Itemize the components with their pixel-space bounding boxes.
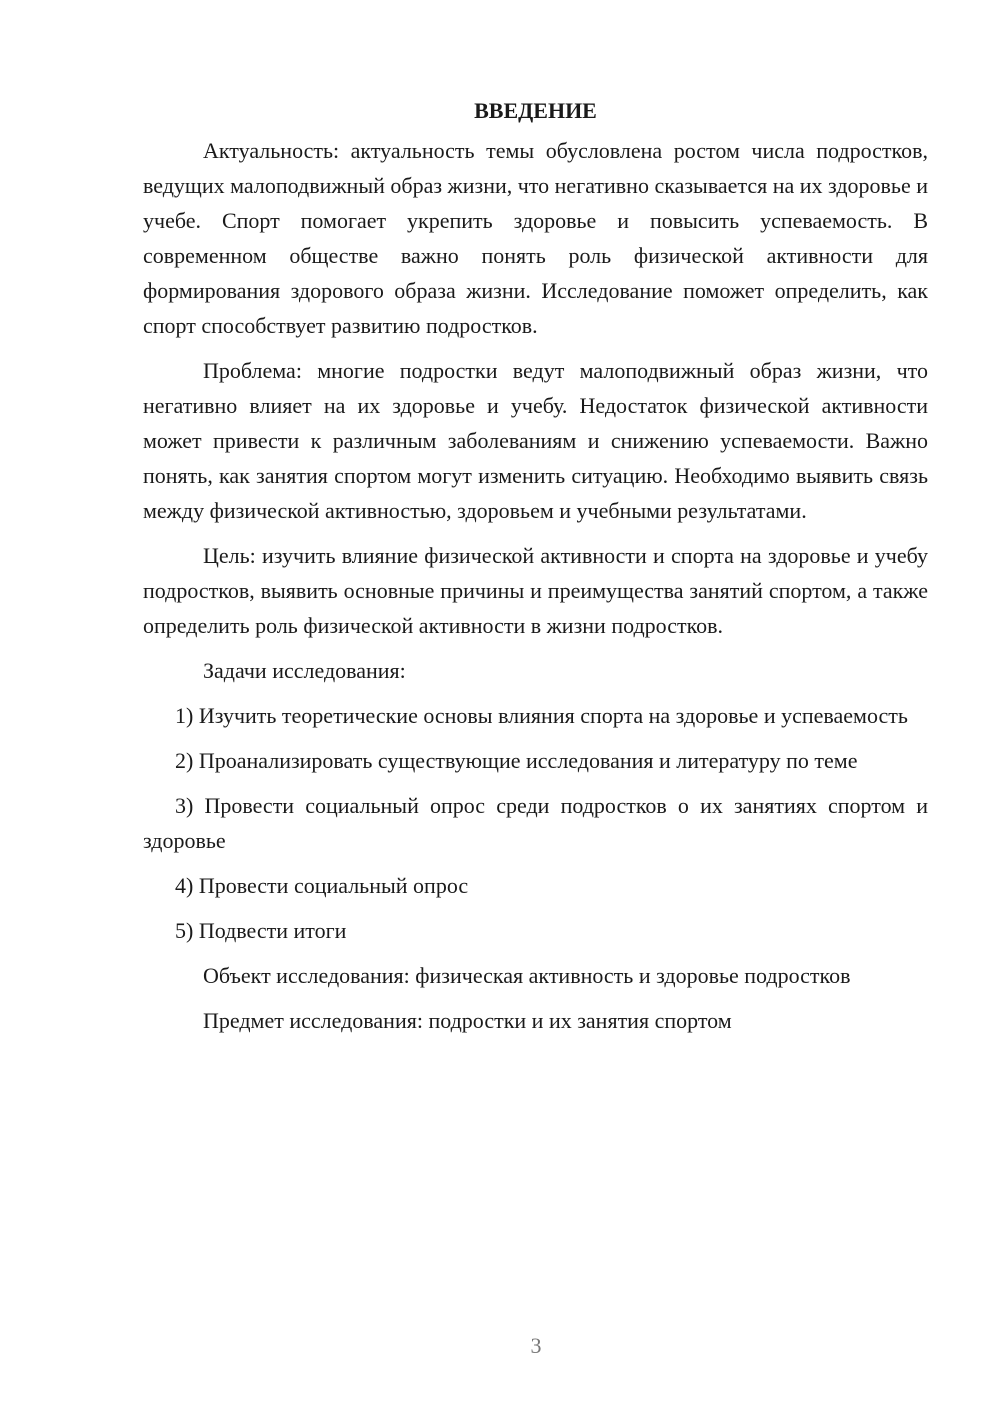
list-item: 5) Подвести итоги bbox=[175, 918, 347, 943]
paragraph-problem: Проблема: многие подростки ведут малоподвижный образ жизни, что негативно влияет на их здоровье и учебу. Недостаток физической активности может привести к различным заболеваниям и снижению успеваемости. Важно понять, как занятия спортом могут изменить ситуацию. Необходимо выявить связь между физической активностью, здоровьем и учебными результатами. bbox=[143, 358, 928, 523]
list-item: 1) Изучить теоретические основы влияния спорта на здоровье и успеваемость bbox=[175, 703, 908, 728]
list-item: 2) Проанализировать существующие исследования и литературу по теме bbox=[175, 748, 858, 773]
list-item: 3) Провести социальный опрос среди подростков о их занятиях спортом и здоровье bbox=[143, 793, 928, 853]
paragraph-subject: Предмет исследования: подростки и их занятия спортом bbox=[203, 1008, 732, 1033]
paragraph-object: Объект исследования: физическая активность и здоровье подростков bbox=[203, 963, 851, 988]
paragraph-relevance: Актуальность: актуальность темы обусловлена ростом числа подростков, ведущих малоподвижный образ жизни, что негативно сказывается на их здоровье и учебе. Спорт помогает укрепить здоровье и повысить успеваемость. В современном обществе важно понять роль физической активности для формирования здорового образа жизни. Исследование поможет определить, как спорт способствует развитию подростков. bbox=[143, 138, 928, 338]
list-item: 4) Провести социальный опрос bbox=[175, 873, 469, 898]
paragraph-goal: Цель: изучить влияние физической активности и спорта на здоровье и учебу подростков, выявить основные причины и преимущества занятий спортом, а также определить роль физической активности в жизни подростков. bbox=[143, 543, 928, 638]
tasks-heading: Задачи исследования: bbox=[203, 658, 406, 683]
page-title: ВВЕДЕНИЕ bbox=[474, 98, 597, 123]
document-body bbox=[143, 93, 928, 1048]
page-number: 3 bbox=[530, 1333, 542, 1358]
tasks-list bbox=[143, 698, 928, 948]
